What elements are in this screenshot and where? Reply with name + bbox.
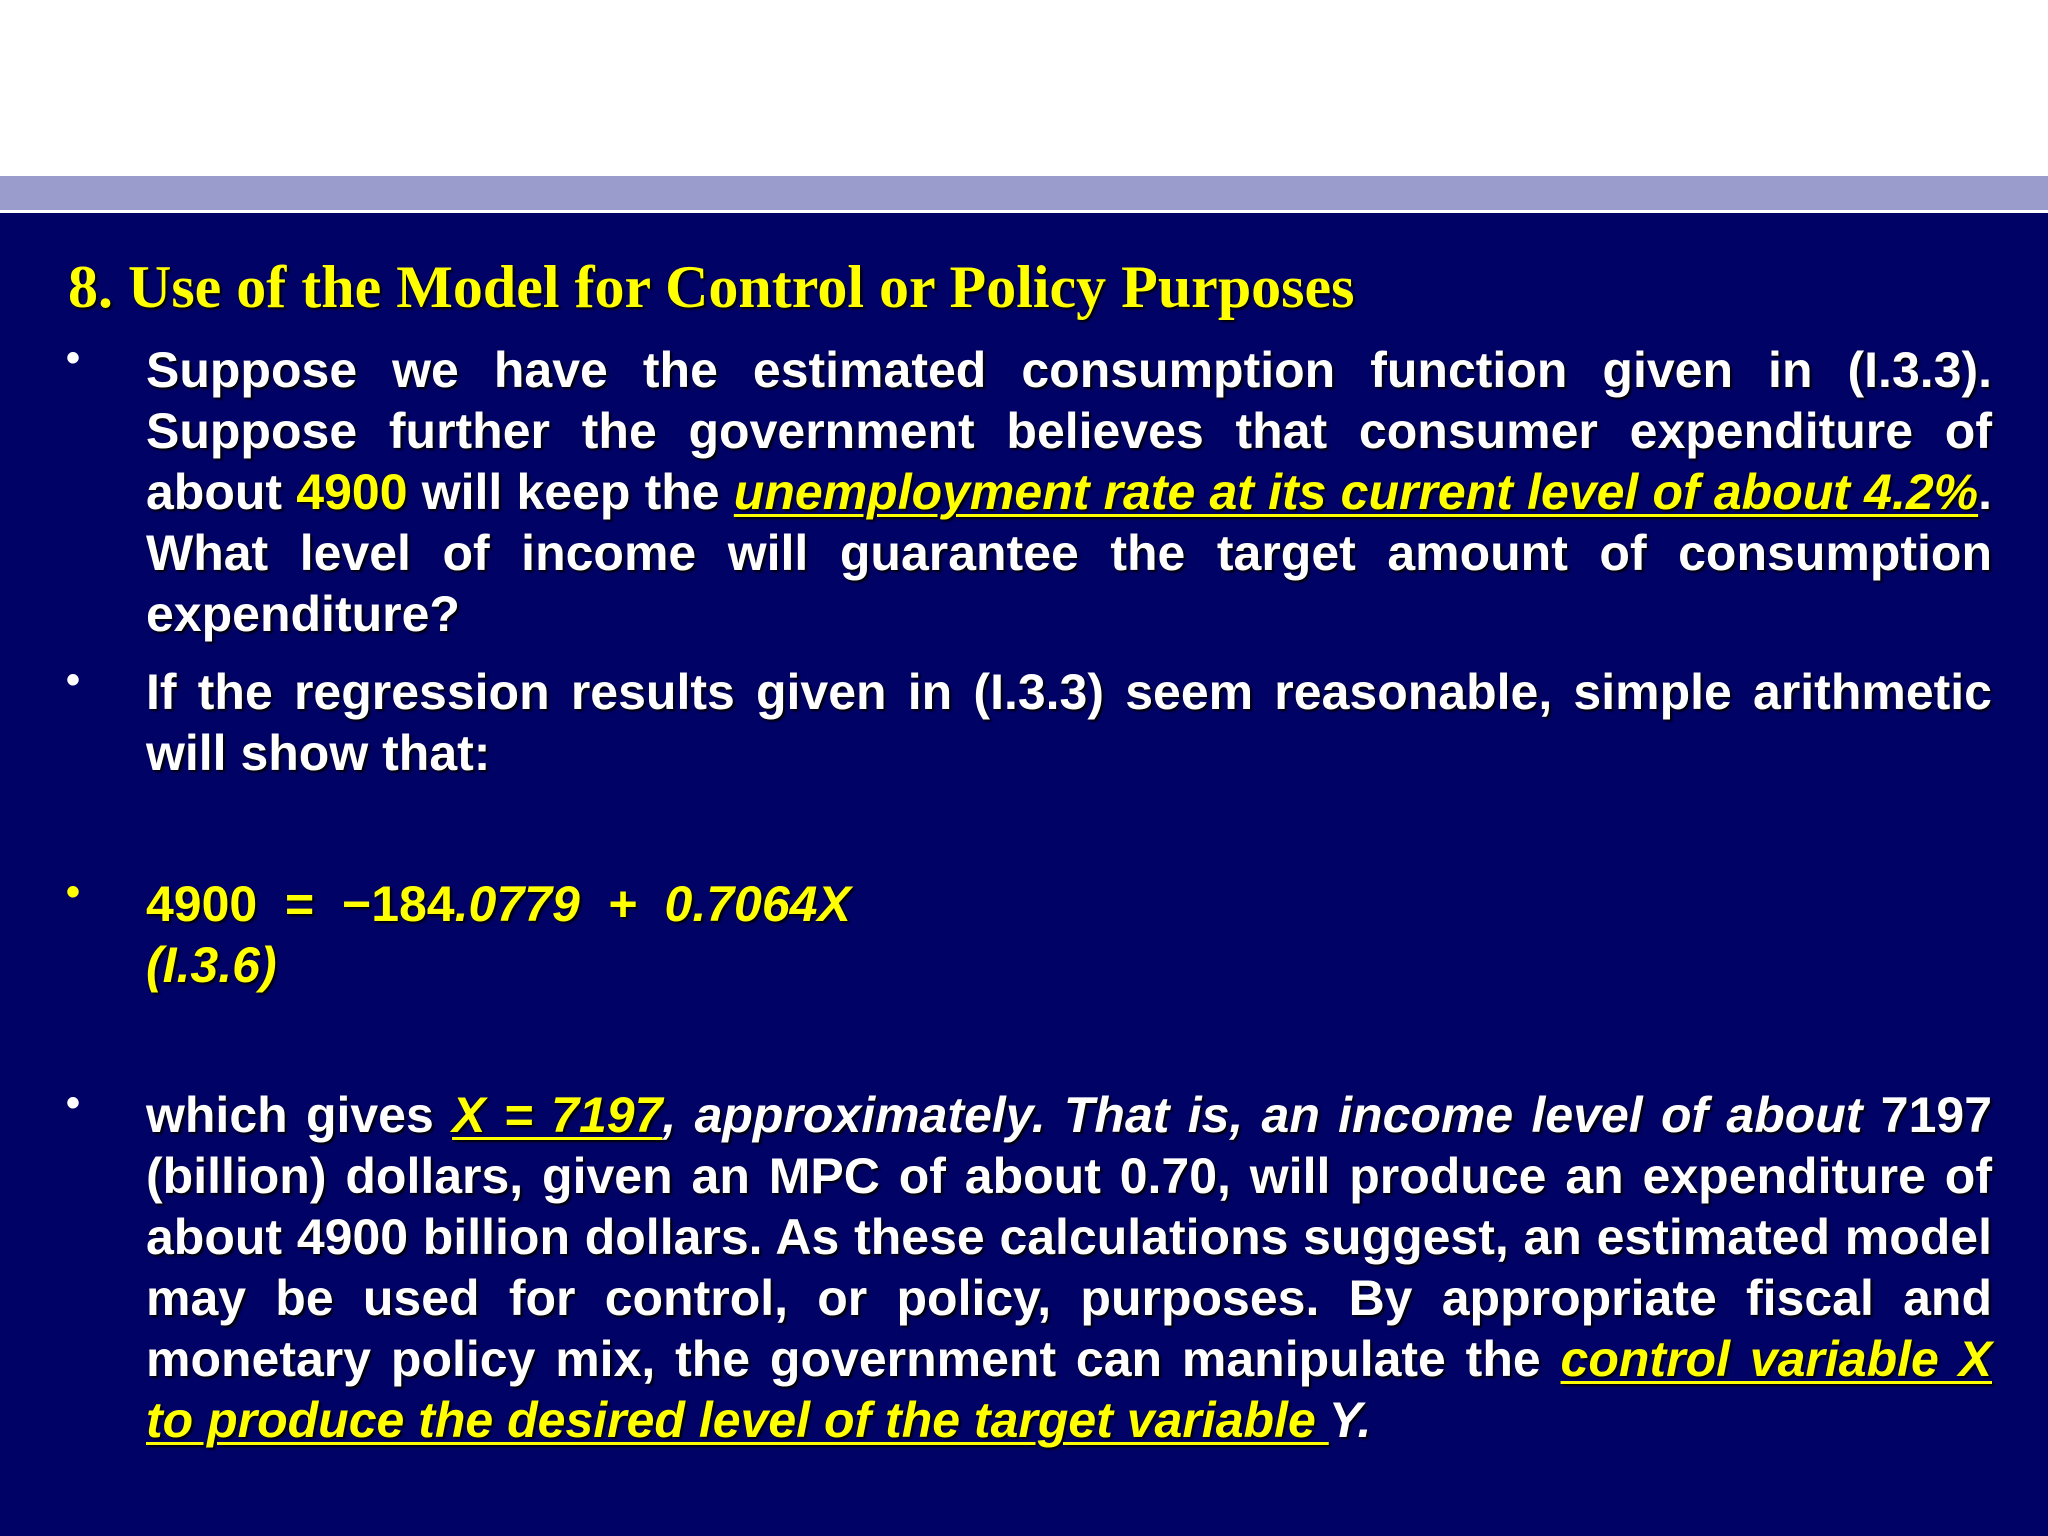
bullet-4-highlight-result: X = 7197 [452,1087,663,1143]
equation-label: (I.3.6) [146,937,277,993]
bullet-1-text-c: . What level of income will guarantee the target amount of consumption expenditure? [146,464,1993,642]
bullet-marker: • [66,870,81,914]
bullet-1-highlight-phrase: unemployment rate at its current level of about 4.2% [733,464,1979,520]
bullet-4-highlight-phrase: control variable X to produce the desired level of the target variable [146,1331,1992,1448]
equation-part-a: 4900 = −184 [146,876,455,932]
bullet-text-1 [146,340,1992,645]
slide-title: 8. Use of the Model for Control or Policy Purposes [68,254,1355,320]
equation [146,874,1992,935]
equation-part-b: .0779 + 0.7064X [454,876,851,932]
equation-text [146,874,1992,996]
bullet-4-text-end: Y. [1328,1392,1372,1448]
bullet-marker: • [66,1081,81,1125]
bullet-4-text-a: which gives [146,1087,453,1143]
bullet-text-2: If the regression results given in (I.3.3) seem reasonable, simple arithmetic will show that: [146,664,1992,781]
bullet-1-text-a: Suppose we have the estimated consumption function given in (I.3.3). Suppose further the government believes that consumer expenditure of about [146,342,1992,520]
bullet-marker: • [66,336,81,380]
bullet-1-text-b: will keep the [407,464,734,520]
slide-header-area [0,0,2048,176]
bullet-1-highlight-value: 4900 [296,464,408,520]
bullet-marker: • [66,658,81,702]
bullet-text-4 [146,1085,1992,1451]
header-stripe [0,176,2048,210]
bullet-4-text-b: 7197 (billion) dollars, given an MPC of about 0.70, will produce an expenditure of about 4900 billion dollars. As these calculations suggest, an estimated model may be used for control, or policy, purposes. By appropriate fiscal and monetary policy mix, the government can manipulate the [146,1087,1993,1387]
bullet-4-text-italic: , approximately. That is, an income level of about [662,1087,1863,1143]
